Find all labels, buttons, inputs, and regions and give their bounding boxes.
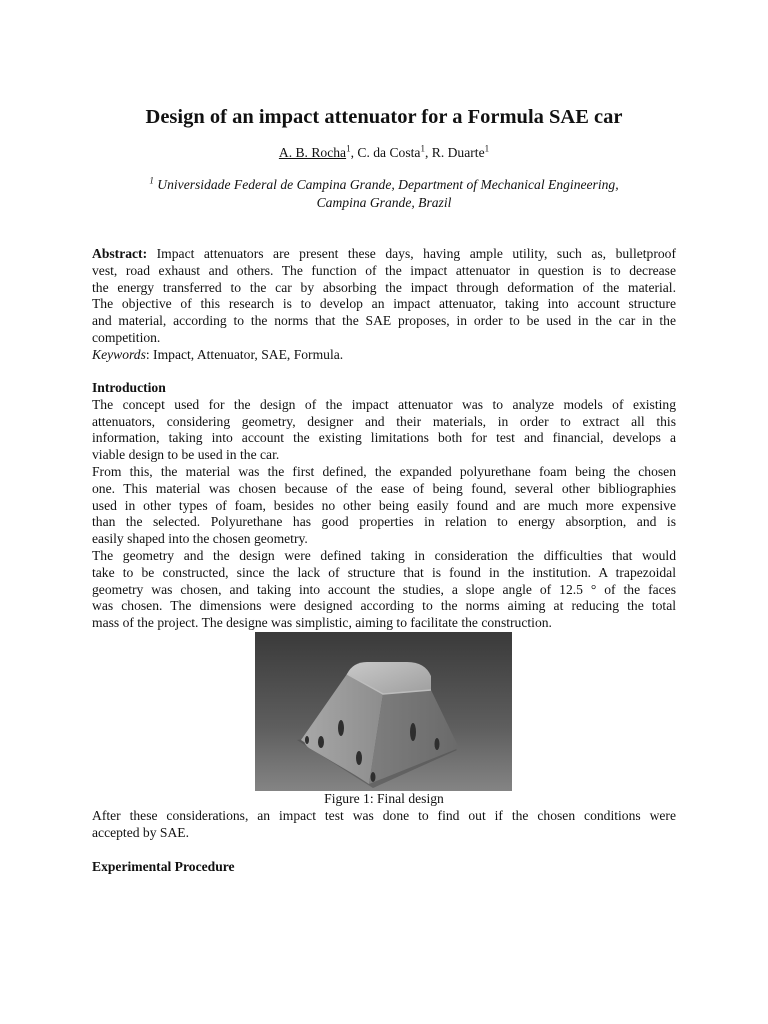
introduction-heading: Introduction bbox=[92, 380, 166, 395]
introduction-line: From this, the material was the first defined, the expanded polyurethane foam being the chosen bbox=[92, 463, 676, 479]
paper-title: Design of an impact attenuator for a Formula SAE car bbox=[145, 106, 623, 128]
author-rocha: A. B. Rocha bbox=[278, 145, 347, 160]
keywords-label: Keywords bbox=[92, 346, 146, 362]
after-figure-line: After these considerations, an impact test was done to find out if the chosen conditions were bbox=[92, 808, 676, 823]
author-list bbox=[92, 144, 676, 162]
introduction-line: mass of the project. The designe was simplistic, aiming to facilitate the construction. bbox=[92, 615, 552, 631]
abstract-label: Abstract: bbox=[92, 246, 148, 261]
author-costa: C. da Costa bbox=[357, 145, 421, 160]
introduction-section bbox=[92, 380, 676, 632]
introduction-line: used in other types of foam, besides no other being easily found and are much more expensive bbox=[92, 497, 676, 513]
introduction-line: than the selected. Polyurethane has good properties in relation to energy absorption, and is bbox=[92, 514, 676, 530]
introduction-line: take to be constructed, since the lack of structure that is found in the institution. A trapezoidal bbox=[92, 564, 676, 580]
after-figure-paragraph bbox=[92, 808, 676, 842]
abstract-line: the energy transferred to the car by absorbing the impact through deformation of the material. bbox=[92, 279, 676, 295]
introduction-line: attenuators, considering geometry, designer and their materials, in order to extract all this bbox=[92, 413, 676, 429]
author-separator: , bbox=[350, 145, 358, 160]
experimental-heading: Experimental Procedure bbox=[92, 859, 235, 874]
figure-final-design-image bbox=[255, 632, 512, 791]
introduction-line: The geometry and the design were defined taking in consideration the difficulties that would bbox=[92, 547, 676, 563]
affiliation bbox=[92, 176, 676, 212]
abstract-line: vest, road exhaust and others. The function of the impact attenuator in question is to decrease bbox=[92, 262, 676, 278]
introduction-line: information, taking into account the existing limitations both for test and financial, develops a bbox=[92, 430, 676, 446]
abstract-line: competition. bbox=[92, 329, 161, 345]
introduction-line: geometry was chosen, and taking into account the studies, a slope angle of 12.5 ° of the faces bbox=[92, 581, 676, 597]
introduction-line: viable design to be used in the car. bbox=[92, 447, 280, 463]
affiliation-line-2: Campina Grande, Brazil bbox=[316, 195, 452, 210]
author-duarte: R. Duarte bbox=[431, 145, 485, 160]
affiliation-sup: 1 bbox=[149, 175, 154, 186]
author-duarte-sup: 1 bbox=[484, 143, 490, 154]
keywords-text: : Impact, Attenuator, SAE, Formula. bbox=[145, 346, 344, 362]
figure-caption: Figure 1: Final design bbox=[324, 791, 444, 806]
introduction-line: was chosen. The dimensions were designed according to the norms aiming at reducing the total bbox=[92, 598, 676, 614]
author-separator: , bbox=[424, 145, 432, 160]
introduction-line: easily shaped into the chosen geometry. bbox=[92, 531, 308, 547]
abstract-line: The objective of this research is to develop an impact attenuator, taking into account structure bbox=[92, 296, 676, 312]
attenuator-render-icon bbox=[255, 632, 512, 791]
abstract-line: Impact attenuators are present these days, having ample utility, such as, bulletproof bbox=[147, 246, 676, 261]
abstract-section bbox=[92, 246, 676, 364]
author-rocha-sup: 1 bbox=[346, 143, 351, 154]
affiliation-line-1: Universidade Federal de Campina Grande, Department of Mechanical Engineering, bbox=[153, 177, 619, 192]
abstract-line: and material, according to the norms that the SAE proposes, in order to be used in the car in the bbox=[92, 313, 676, 329]
after-figure-line: accepted by SAE. bbox=[92, 824, 190, 840]
experimental-section bbox=[92, 859, 676, 876]
introduction-line: The concept used for the design of the impact attenuator was to analyze models of existing bbox=[92, 396, 676, 412]
introduction-line: one. This material was chosen because of the ease of being found, several other bibliographies bbox=[92, 480, 676, 496]
author-costa-sup: 1 bbox=[420, 143, 425, 154]
keywords-line bbox=[92, 347, 676, 364]
